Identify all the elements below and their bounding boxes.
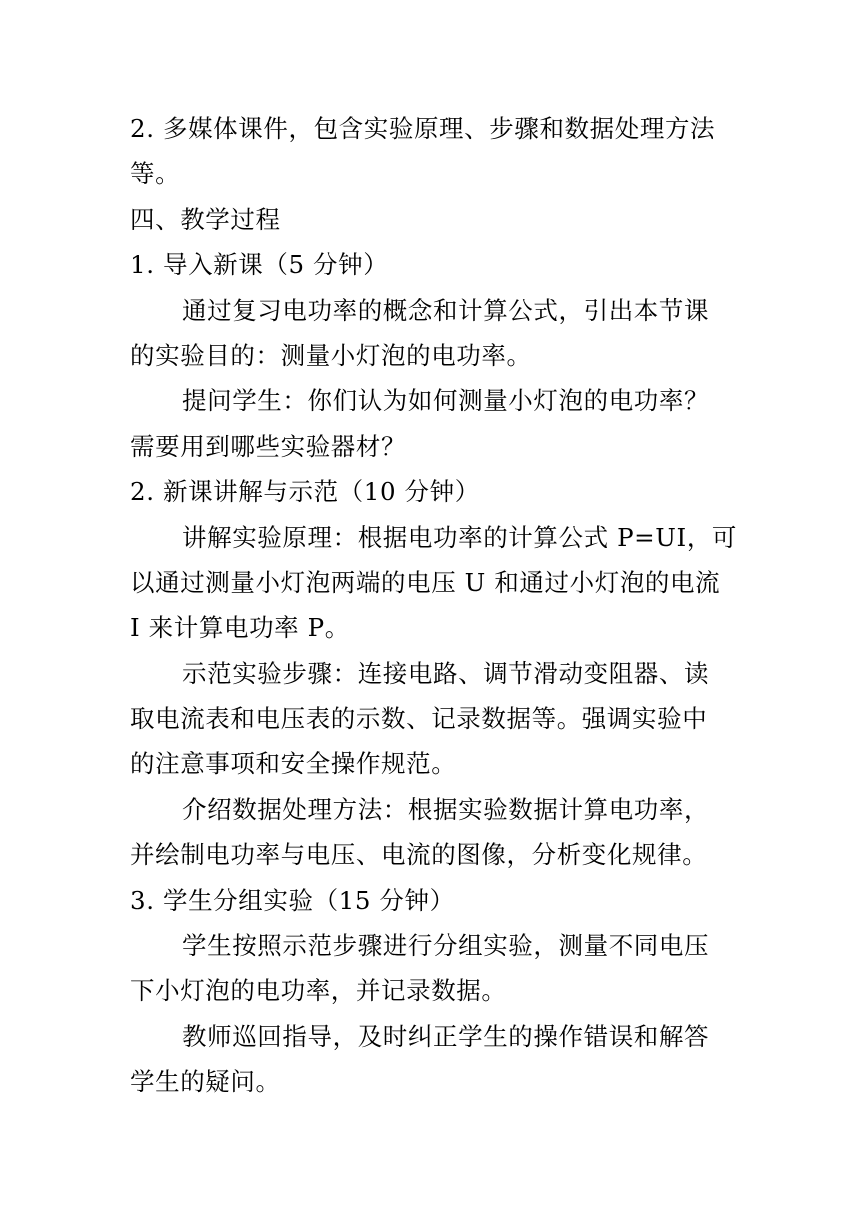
paragraph-line: 下小灯泡的电功率，并记录数据。 [130,976,507,1006]
paragraph-line: 示范实验步骤：连接电路、调节滑动变阻器、读 [182,658,710,688]
paragraph-line: 学生按照示范步骤进行分组实验，测量不同电压 [182,931,710,961]
document-body [130,106,738,1105]
step-heading-explanation: 2. 新课讲解与示范（10 分钟） [130,477,480,507]
paragraph-line: 提问学生：你们认为如何测量小灯泡的电功率？ [182,386,710,416]
step-heading-intro: 1. 导入新课（5 分钟） [130,250,389,280]
section-heading-teaching-process: 四、教学过程 [130,204,281,234]
paragraph-line: 以通过测量小灯泡两端的电压 U 和通过小灯泡的电流 [130,567,721,597]
paragraph-line: 需要用到哪些实验器材？ [130,431,407,461]
paragraph-line: 的实验目的：测量小灯泡的电功率。 [130,340,532,370]
paragraph-line: 通过复习电功率的概念和计算公式，引出本节课 [182,295,710,325]
step-heading-group-experiment: 3. 学生分组实验（15 分钟） [130,885,455,915]
paragraph-line: 学生的疑问。 [130,1067,281,1097]
paragraph-line: 并绘制电功率与电压、电流的图像，分析变化规律。 [130,840,708,870]
paragraph-line: 的注意事项和安全操作规范。 [130,749,457,779]
paragraph-line: I 来计算电功率 P。 [130,613,350,643]
paragraph-line: 教师巡回指导，及时纠正学生的操作错误和解答 [182,1021,710,1051]
paragraph-line: 讲解实验原理：根据电功率的计算公式 P=UI，可 [182,522,738,552]
list-item-courseware: 2. 多媒体课件，包含实验原理、步骤和数据处理方法 [130,114,716,143]
list-item-courseware-cont: 等。 [130,159,181,189]
paragraph-line: 取电流表和电压表的示数、记录数据等。强调实验中 [130,704,708,734]
paragraph-line: 介绍数据处理方法：根据实验数据计算电功率， [182,794,710,824]
